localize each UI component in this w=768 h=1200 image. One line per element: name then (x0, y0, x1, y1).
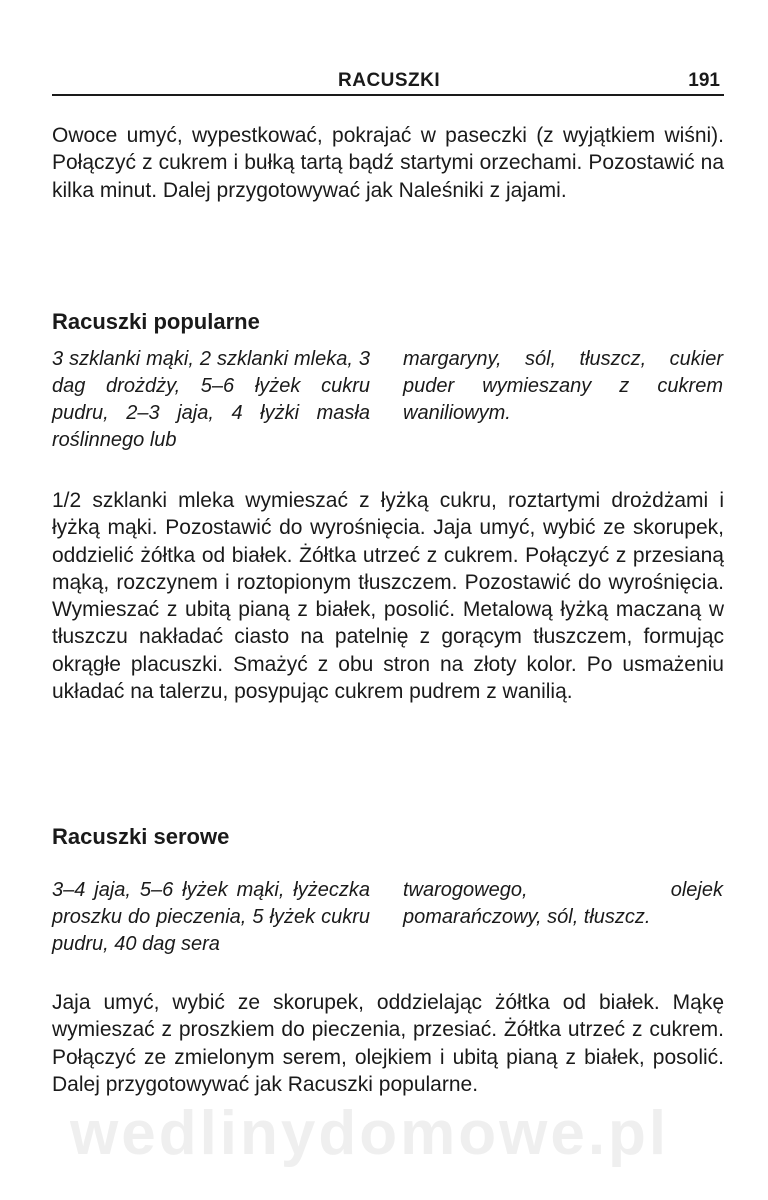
running-header (52, 66, 724, 96)
chapter-title: RACUSZKI (338, 70, 441, 91)
ingredients-serowe-left: 3–4 jaja, 5–6 łyżek mąki, łyżeczka proszku do pieczenia, 5 łyżek cukru pudru, 40 dag sera (52, 879, 370, 955)
recipe-title-popularne: Racuszki popularne (52, 309, 260, 334)
page-number: 191 (688, 70, 720, 91)
watermark: wedlinydomowe.pl (70, 1099, 670, 1168)
ingredients-popularne-right: margaryny, sól, tłuszcz, cukier puder wymieszany z cukrem waniliowym. (403, 348, 723, 424)
instructions-serowe: Jaja umyć, wybić ze skorupek, oddzielając żółtka od białek. Mąkę wymieszać z proszkiem do pieczenia, przesiać. Żółtka utrzeć z cukrem. Połączyć ze zmielonym serem, olejkiem i ubitą pianą z białek, posolić. Dalej przygotowywać jak Racuszki popularne. (52, 991, 724, 1096)
instructions-popularne: 1/2 szklanki mleka wymieszać z łyżką cukru, roztartymi drożdżami i łyżką mąki. Pozostawić do wyrośnięcia. Jaja umyć, wybić ze skorupek, oddzielić żółtka od białek. Żółtka utrzeć z cukrem. Połączyć z przesianą mąką, rozczynem i roztopionym tłuszczem. Pozostawić do wyrośnięcia. Wymieszać z ubitą pianą z białek, posolić. Metalową łyżką maczaną w tłuszczu nakładać ciasto na patelnię z gorącym tłuszczem, formując okrągłe placuszki. Smażyć z obu stron na złoty kolor. Po usmażeniu układać na talerzu, posypując cukrem pudrem z wanilią. (52, 489, 724, 704)
recipe-title-serowe: Racuszki serowe (52, 824, 230, 849)
ingredients-popularne-left: 3 szklanki mąki, 2 szklanki mleka, 3 dag drożdży, 5–6 łyżek cukru pudru, 2–3 jaja, 4 łyżki masła roślinnego lub (52, 348, 370, 451)
ingredients-serowe-right: twarogowego, olejek pomarańczowy, sól, tłuszcz. (403, 879, 723, 928)
intro-paragraph: Owoce umyć, wypestkować, pokrajać w paseczki (z wyjątkiem wiśni). Połączyć z cukrem i bułką tartą bądź startymi orzechami. Pozostawić na kilka minut. Dalej przygotowywać jak Naleśniki z jajami. (52, 124, 724, 202)
